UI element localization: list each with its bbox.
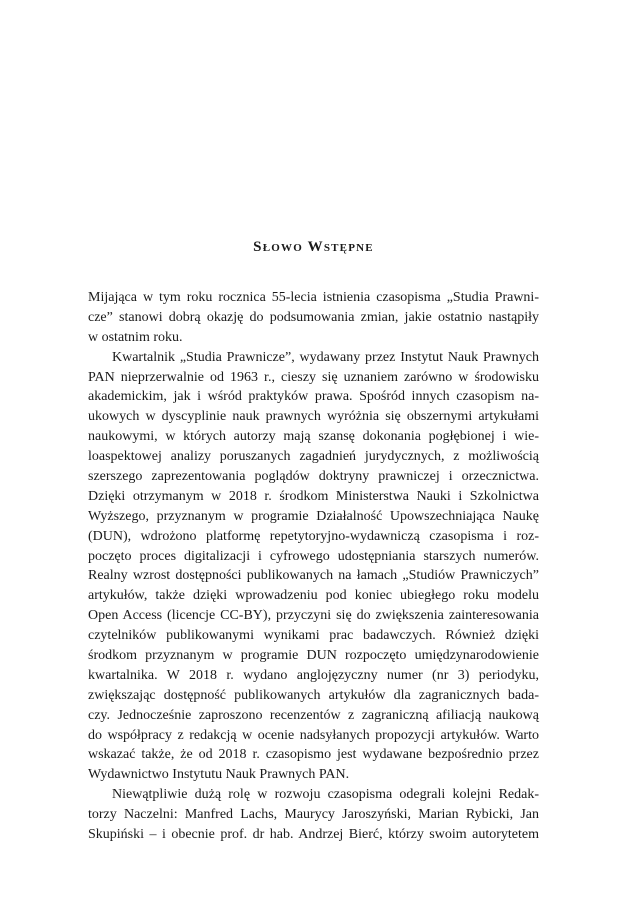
text-line: Niewątpliwie dużą rolę w rozwoju czasopisma odegrali kolejni Redak-	[112, 787, 539, 803]
text-line: Dzięki otrzymanym w 2018 r. środkom Ministerstwa Nauki i Szkolnictwa	[88, 488, 539, 504]
text-line: loaspektowej analizy poruszanych zagadnień jurydycznych, z możliwością	[88, 449, 539, 465]
text-line: PAN nieprzerwalnie od 1963 r., cieszy się uznaniem zarówno w środowisku	[88, 369, 539, 385]
text-line: zwiększając dostępność publikowanych artykułów dla zagranicznych bada-	[88, 687, 539, 703]
text-line: ukowych w dyscyplinie nauk prawnych wyróżnia się obszernymi artykułami	[88, 409, 539, 425]
text-line: (DUN), wdrożono platformę repetytoryjno-wydawniczą czasopisma i roz-	[88, 528, 539, 544]
text-line: akademickim, jak i wśród praktyków prawa. Spośród innych czasopism na-	[88, 389, 539, 405]
text-line: Wyższego, przyznanym w programie Działalność Upowszechniająca Naukę	[88, 508, 539, 524]
text-line: środkom przyznanym w programie DUN rozpoczęto umiędzynarodowienie	[88, 648, 539, 664]
text-line: czytelników publikowanymi wynikami prac badawczych. Również dzięki	[88, 628, 539, 644]
text-line: czy. Jednocześnie zaproszono recenzentów z zagraniczną afiliacją naukową	[88, 707, 539, 723]
text-line: Wydawnictwo Instytutu Nauk Prawnych PAN.	[88, 767, 350, 783]
text-line: kwartalnika. W 2018 r. wydano anglojęzyczny numer (nr 3) periodyku,	[88, 667, 539, 683]
page-title: Słowo Wstępne	[253, 239, 374, 255]
text-line: cze” stanowi dobrą okazję do podsumowania zmian, jakie ostatnio nastąpiły	[88, 309, 539, 325]
text-line: w ostatnim roku.	[88, 329, 183, 345]
text-line: torzy Naczelni: Manfred Lachs, Maurycy Jaroszyński, Marian Rybicki, Jan	[88, 807, 539, 823]
text-line: Open Access (licencje CC-BY), przyczyni się do zwiększenia zainteresowania	[88, 608, 539, 624]
text-line: poczęto proces digitalizacji i cyfrowego udostępniania starszych numerów.	[88, 548, 539, 564]
text-line: Kwartalnik „Studia Prawnicze”, wydawany przez Instytut Nauk Prawnych	[112, 349, 539, 365]
text-line: Skupiński – i obecnie prof. dr hab. Andrzej Bierć, którzy swoim autorytetem	[88, 827, 539, 843]
text-line: szerszego zaprezentowania poglądów doktryny prawniczej i orzecznictwa.	[88, 469, 539, 485]
text-line: naukowymi, w których autorzy mają szansę dokonania pogłębionej i wie-	[88, 429, 539, 445]
text-line: wskazać także, że od 2018 r. czasopismo jest wydawane bezpośrednio przez	[88, 747, 539, 763]
body-text	[88, 288, 539, 845]
text-line: Mijająca w tym roku rocznica 55-lecia istnienia czasopisma „Studia Prawni-	[88, 290, 539, 305]
text-line: do współpracy z redakcją w ocenie nadsyłanych propozycji artykułów. Warto	[88, 727, 539, 743]
text-line: Realny wzrost dostępności publikowanych na łamach „Studiów Prawniczych”	[88, 568, 539, 584]
text-line: artykułów, także dzięki wprowadzeniu pod koniec ubiegłego roku modelu	[88, 588, 539, 604]
